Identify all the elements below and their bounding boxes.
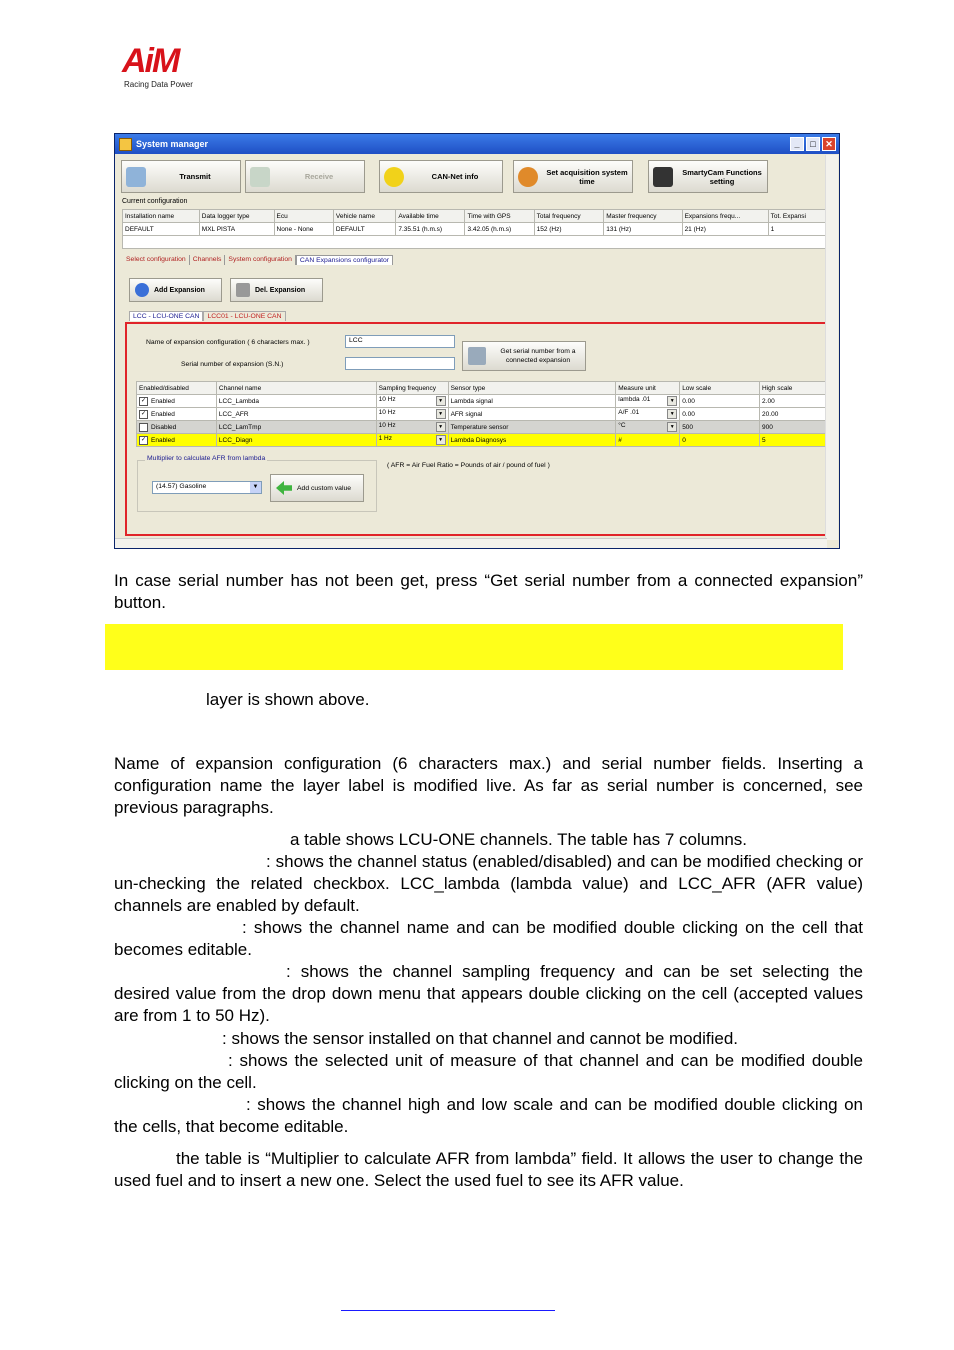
toolbar: [121, 160, 825, 194]
table-cell: 152 (Hz): [534, 223, 604, 236]
table-cell: 3.42.05 (h.m.s): [465, 223, 534, 236]
serial-field[interactable]: [345, 357, 455, 370]
chevron-down-icon[interactable]: ▼: [667, 422, 677, 432]
checkbox[interactable]: ✓: [140, 397, 147, 404]
table-cell[interactable]: 2.00: [760, 395, 826, 408]
table-row[interactable]: [123, 223, 826, 236]
table-cell: 1: [768, 223, 825, 236]
table-cell[interactable]: 500: [680, 421, 760, 434]
table-cell[interactable]: 0.00: [680, 395, 760, 408]
device-icon: [468, 347, 486, 365]
table-cell[interactable]: 10 Hz ▼: [376, 421, 448, 434]
aim-logo-tagline: Racing Data Power: [124, 80, 193, 89]
table-cell: DEFAULT: [123, 223, 200, 236]
chevron-down-icon[interactable]: ▼: [436, 409, 446, 419]
chevron-down-icon[interactable]: ▼: [436, 396, 446, 406]
smartycam-button[interactable]: SmartyCam Functions setting: [648, 160, 768, 193]
transmit-button[interactable]: Transmit: [121, 160, 241, 193]
table-cell[interactable]: ✓ Enabled: [137, 395, 217, 408]
table-cell[interactable]: 10 Hz ▼: [376, 408, 448, 421]
clock-icon: [518, 167, 538, 187]
paragraph-serial-number: In case serial number has not been get, press “Get serial number from a connected expansion” button.: [114, 571, 863, 612]
close-icon[interactable]: ✕: [822, 137, 836, 151]
col-sensor-type: Sensor type: [448, 382, 616, 395]
channel-row[interactable]: [137, 408, 826, 421]
chevron-down-icon[interactable]: ▼: [436, 422, 446, 432]
channel-row[interactable]: [137, 421, 826, 434]
transmit-icon: [126, 167, 146, 187]
chevron-down-icon[interactable]: ▼: [667, 396, 677, 406]
current-config-label: Current configuration: [122, 198, 188, 205]
table-cell[interactable]: ✓ Enabled: [137, 434, 217, 447]
help-icon: [384, 167, 404, 187]
main-tabs: [123, 255, 393, 265]
camera-icon: [653, 167, 673, 187]
paragraph-name-column: : shows the channel name and can be modified double clicking on the cell that becomes editable.: [114, 918, 863, 959]
table-cell[interactable]: lambda .01 ▼: [616, 395, 680, 408]
arrow-left-icon: [276, 481, 292, 495]
aim-logo: [120, 42, 210, 90]
col-total-frequency: Total frequency: [534, 210, 604, 223]
checkbox[interactable]: ✓: [140, 436, 147, 443]
window-titlebar: [115, 134, 839, 154]
table-cell: AFR signal: [448, 408, 616, 421]
table-cell[interactable]: 0.00: [680, 408, 760, 421]
table-cell: Lambda signal: [448, 395, 616, 408]
col-sampling-frequency: Sampling frequency: [376, 382, 448, 395]
table-cell[interactable]: LCC_Diagn: [216, 434, 376, 447]
table-cell: None - None: [274, 223, 333, 236]
paragraph-multiplier: the table is “Multiplier to calculate AFR from lambda” field. It allows the user to change the used fuel and to insert a new one. Select the used fuel to see its AFR value.: [114, 1149, 863, 1190]
tab-lcc[interactable]: LCC - LCU-ONE CAN: [129, 311, 203, 321]
channels-table: [136, 381, 826, 447]
table-cell[interactable]: ✓ Enabled: [137, 408, 217, 421]
checkbox[interactable]: [139, 423, 148, 432]
col-data-logger-type: Data logger type: [199, 210, 274, 223]
serial-label: Serial number of expansion (S.N.): [181, 361, 284, 368]
col-tot-expansions: Tot. Expansi: [768, 210, 825, 223]
col-available-time: Available time: [396, 210, 465, 223]
table-row-empty: [123, 236, 826, 249]
afr-note: ( AFR = Air Fuel Ratio = Pounds of air / pound of fuel ): [387, 462, 550, 469]
table-cell[interactable]: 0: [680, 434, 760, 447]
paragraph-sensor-column: : shows the sensor installed on that channel and cannot be modified.: [222, 1029, 739, 1048]
paragraph-name-fields: Name of expansion configuration (6 characters max.) and serial number fields. Inserting a configuration name the layer label is modified live. As far as serial number is concerned, see previous paragraphs.: [114, 754, 863, 817]
paragraph-scale-columns: : shows the channel high and low scale and can be modified double clicking on the cells, that become editable.: [114, 1095, 863, 1136]
fuel-select[interactable]: (14.57) Gasoline ▼: [152, 481, 262, 494]
yellow-highlight-bar: [105, 624, 843, 670]
table-cell[interactable]: LCC_Lambda: [216, 395, 376, 408]
table-cell: DEFAULT: [333, 223, 395, 236]
tab-can-expansions-configurator[interactable]: CAN Expansions configurator: [296, 255, 393, 265]
table-cell[interactable]: A/F .01 ▼: [616, 408, 680, 421]
receive-icon: [250, 167, 270, 187]
tab-select-configuration[interactable]: Select configuration: [123, 255, 190, 265]
aim-logo-mark: AiM: [122, 42, 179, 80]
table-cell: 131 (Hz): [604, 223, 682, 236]
current-config-table: [122, 209, 826, 249]
col-vehicle-name: Vehicle name: [333, 210, 395, 223]
pencil-icon: [236, 283, 250, 297]
paragraph-enabled-column: : shows the channel status (enabled/disabled) and can be modified checking or un-checking the related checkbox. LCC_lambda (lambda value) and LCC_AFR (AFR value) channels are enabled by default.: [114, 852, 863, 915]
receive-button[interactable]: Receive: [245, 160, 365, 193]
paragraph-table-intro: a table shows LCU-ONE channels. The table has 7 columns.: [290, 830, 748, 849]
chevron-down-icon[interactable]: ▼: [667, 409, 677, 419]
table-cell: Temperature sensor: [448, 421, 616, 434]
can-net-info-button[interactable]: CAN-Net info: [379, 160, 503, 193]
system-manager-window: [114, 133, 840, 549]
table-cell[interactable]: 20.00: [760, 408, 826, 421]
table-cell[interactable]: 10 Hz ▼: [376, 395, 448, 408]
app-icon: [119, 138, 132, 151]
chevron-down-icon[interactable]: ▼: [436, 435, 446, 445]
name-field[interactable]: LCC: [345, 335, 455, 348]
window-title: System manager: [136, 139, 209, 149]
table-cell[interactable]: #: [616, 434, 680, 447]
col-expansions-frequency: Expansions frequ...: [682, 210, 768, 223]
maximize-icon[interactable]: □: [806, 137, 820, 151]
col-low-scale: Low scale: [680, 382, 760, 395]
channel-row[interactable]: [137, 434, 826, 447]
paragraph-frequency-column: : shows the channel sampling frequency and can be set selecting the desired value from the drop down menu that appears double clicking on the cell (accepted values are from 1 to 50 Hz).: [114, 962, 863, 1025]
channel-row[interactable]: [137, 395, 826, 408]
add-custom-value-button[interactable]: Add custom value: [270, 474, 364, 502]
expansion-tabs: [129, 311, 286, 321]
table-cell[interactable]: °C ▼: [616, 421, 680, 434]
paragraph-layer: layer is shown above.: [206, 690, 370, 709]
table-cell: 7.35.51 (h.m.s): [396, 223, 465, 236]
plus-icon: [135, 283, 149, 297]
name-label: Name of expansion configuration ( 6 characters max. ): [146, 339, 310, 346]
table-cell[interactable]: Disabled: [137, 421, 217, 434]
footer-link-underline: [341, 1310, 555, 1311]
tab-channels[interactable]: Channels: [190, 255, 226, 265]
chevron-down-icon[interactable]: ▼: [250, 482, 261, 493]
channels-header-row: [137, 382, 826, 395]
tab-lcc01[interactable]: LCC01 - LCU-ONE CAN: [203, 311, 285, 321]
del-expansion-button[interactable]: Del. Expansion: [230, 278, 323, 302]
add-expansion-button[interactable]: Add Expansion: [129, 278, 222, 302]
col-high-scale: High scale: [760, 382, 826, 395]
minimize-icon[interactable]: _: [790, 137, 804, 151]
tab-system-configuration[interactable]: System configuration: [225, 255, 295, 265]
col-ecu: Ecu: [274, 210, 333, 223]
table-cell: 21 (Hz): [682, 223, 768, 236]
table-cell[interactable]: 5: [760, 434, 826, 447]
multiplier-label: Multiplier to calculate AFR from lambda: [147, 455, 266, 462]
col-enabled: Enabled/disabled: [137, 382, 217, 395]
table-cell[interactable]: LCC_LamTmp: [216, 421, 376, 434]
col-time-with-gps: Time with GPS: [465, 210, 534, 223]
table-cell: MXL PISTA: [199, 223, 274, 236]
col-measure-unit: Measure unit: [616, 382, 680, 395]
col-master-frequency: Master frequency: [604, 210, 682, 223]
col-channel-name: Channel name: [216, 382, 376, 395]
table-cell[interactable]: 1 Hz ▼: [376, 434, 448, 447]
config-header-row: [123, 210, 826, 223]
table-cell: Lambda Diagnosys: [448, 434, 616, 447]
checkbox[interactable]: ✓: [140, 410, 147, 417]
paragraph-unit-column: : shows the selected unit of measure of that channel and can be modified double clicking on the cell.: [114, 1051, 863, 1092]
table-cell[interactable]: 900: [760, 421, 826, 434]
table-cell[interactable]: LCC_AFR: [216, 408, 376, 421]
set-time-button[interactable]: Set acquisition system time: [513, 160, 633, 193]
vertical-scrollbar[interactable]: [825, 155, 838, 540]
get-serial-button[interactable]: Get serial number from a connected expansion: [462, 341, 586, 371]
horizontal-scrollbar[interactable]: [115, 538, 827, 548]
col-installation-name: Installation name: [123, 210, 200, 223]
